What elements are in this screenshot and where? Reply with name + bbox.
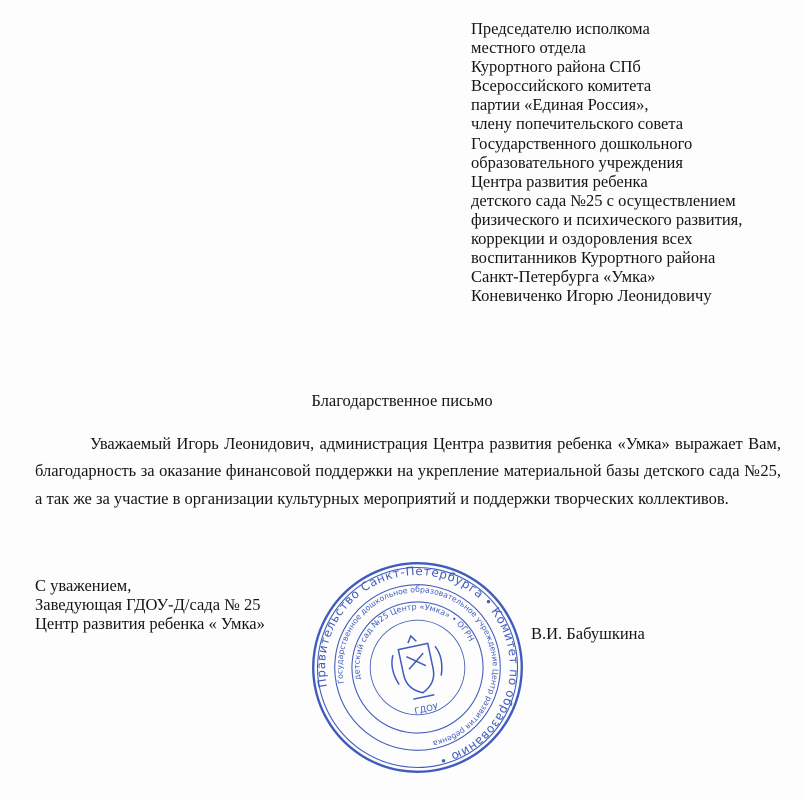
letter-title: Благодарственное письмо — [311, 391, 493, 410]
addressee-line: Санкт-Петербурга «Умка» — [471, 267, 656, 287]
addressee-line: образовательного учреждения — [471, 152, 683, 172]
closing-regards: С уважением, — [35, 576, 132, 595]
addressee-line: детского сада №25 с осуществлением — [471, 190, 736, 210]
addressee-line: коррекции и оздоровления всех — [471, 229, 693, 249]
stamp-inner-text: детский сад №25 Центр «Умка» • ОГРН — [352, 602, 476, 681]
closing-block — [35, 576, 265, 634]
addressee-line: воспитанников Курортного района — [471, 248, 716, 268]
addressee-line: партии «Единая Россия», — [471, 95, 649, 115]
addressee-line: местного отдела — [471, 38, 586, 58]
addressee-line: Всероссийского комитета — [471, 76, 652, 96]
addressee-block — [471, 19, 801, 305]
signer-name: В.И. Бабушкина — [531, 624, 645, 643]
letter-body: Уважаемый Игорь Леонидович, администрация Центра развития ребенка «Умка» выражает Вам, благодарность за оказание финансовой поддержки на укрепление материальной базы детского сада №25, а так же за участие в организации культурных мероприятий и поддержки творческих коллективов. — [35, 434, 781, 508]
seal-stamp-icon — [290, 540, 545, 795]
addressee-line: Центра развития ребенка — [471, 171, 648, 191]
addressee-line: Председателю исполкома — [471, 19, 650, 38]
addressee-line: члену попечительского совета — [471, 114, 684, 134]
stamp-center-text: ГДОУ — [413, 702, 440, 718]
coat-of-arms-icon — [387, 631, 448, 702]
stamp-graphic — [290, 540, 545, 795]
stamp-middle-text: Государственное дошкольное образовательное учреждение Центр развития ребенка — [335, 585, 500, 749]
stamp-outer-ring — [294, 544, 541, 791]
addressee-line: Коневиченко Игорю Леонидовичу — [471, 286, 712, 306]
closing-organization: Центр развития ребенка « Умка» — [35, 614, 265, 634]
addressee-line: Государственного дошкольного — [471, 133, 693, 153]
stamp-outer-text: Правительство Санкт-Петербурга • Комитет по образованию • — [313, 563, 522, 769]
addressee-line: Курортного района СПб — [471, 57, 641, 77]
addressee-line: физического и психического развития, — [471, 209, 743, 229]
closing-position: Заведующая ГДОУ-Д/сада № 25 — [35, 595, 261, 615]
